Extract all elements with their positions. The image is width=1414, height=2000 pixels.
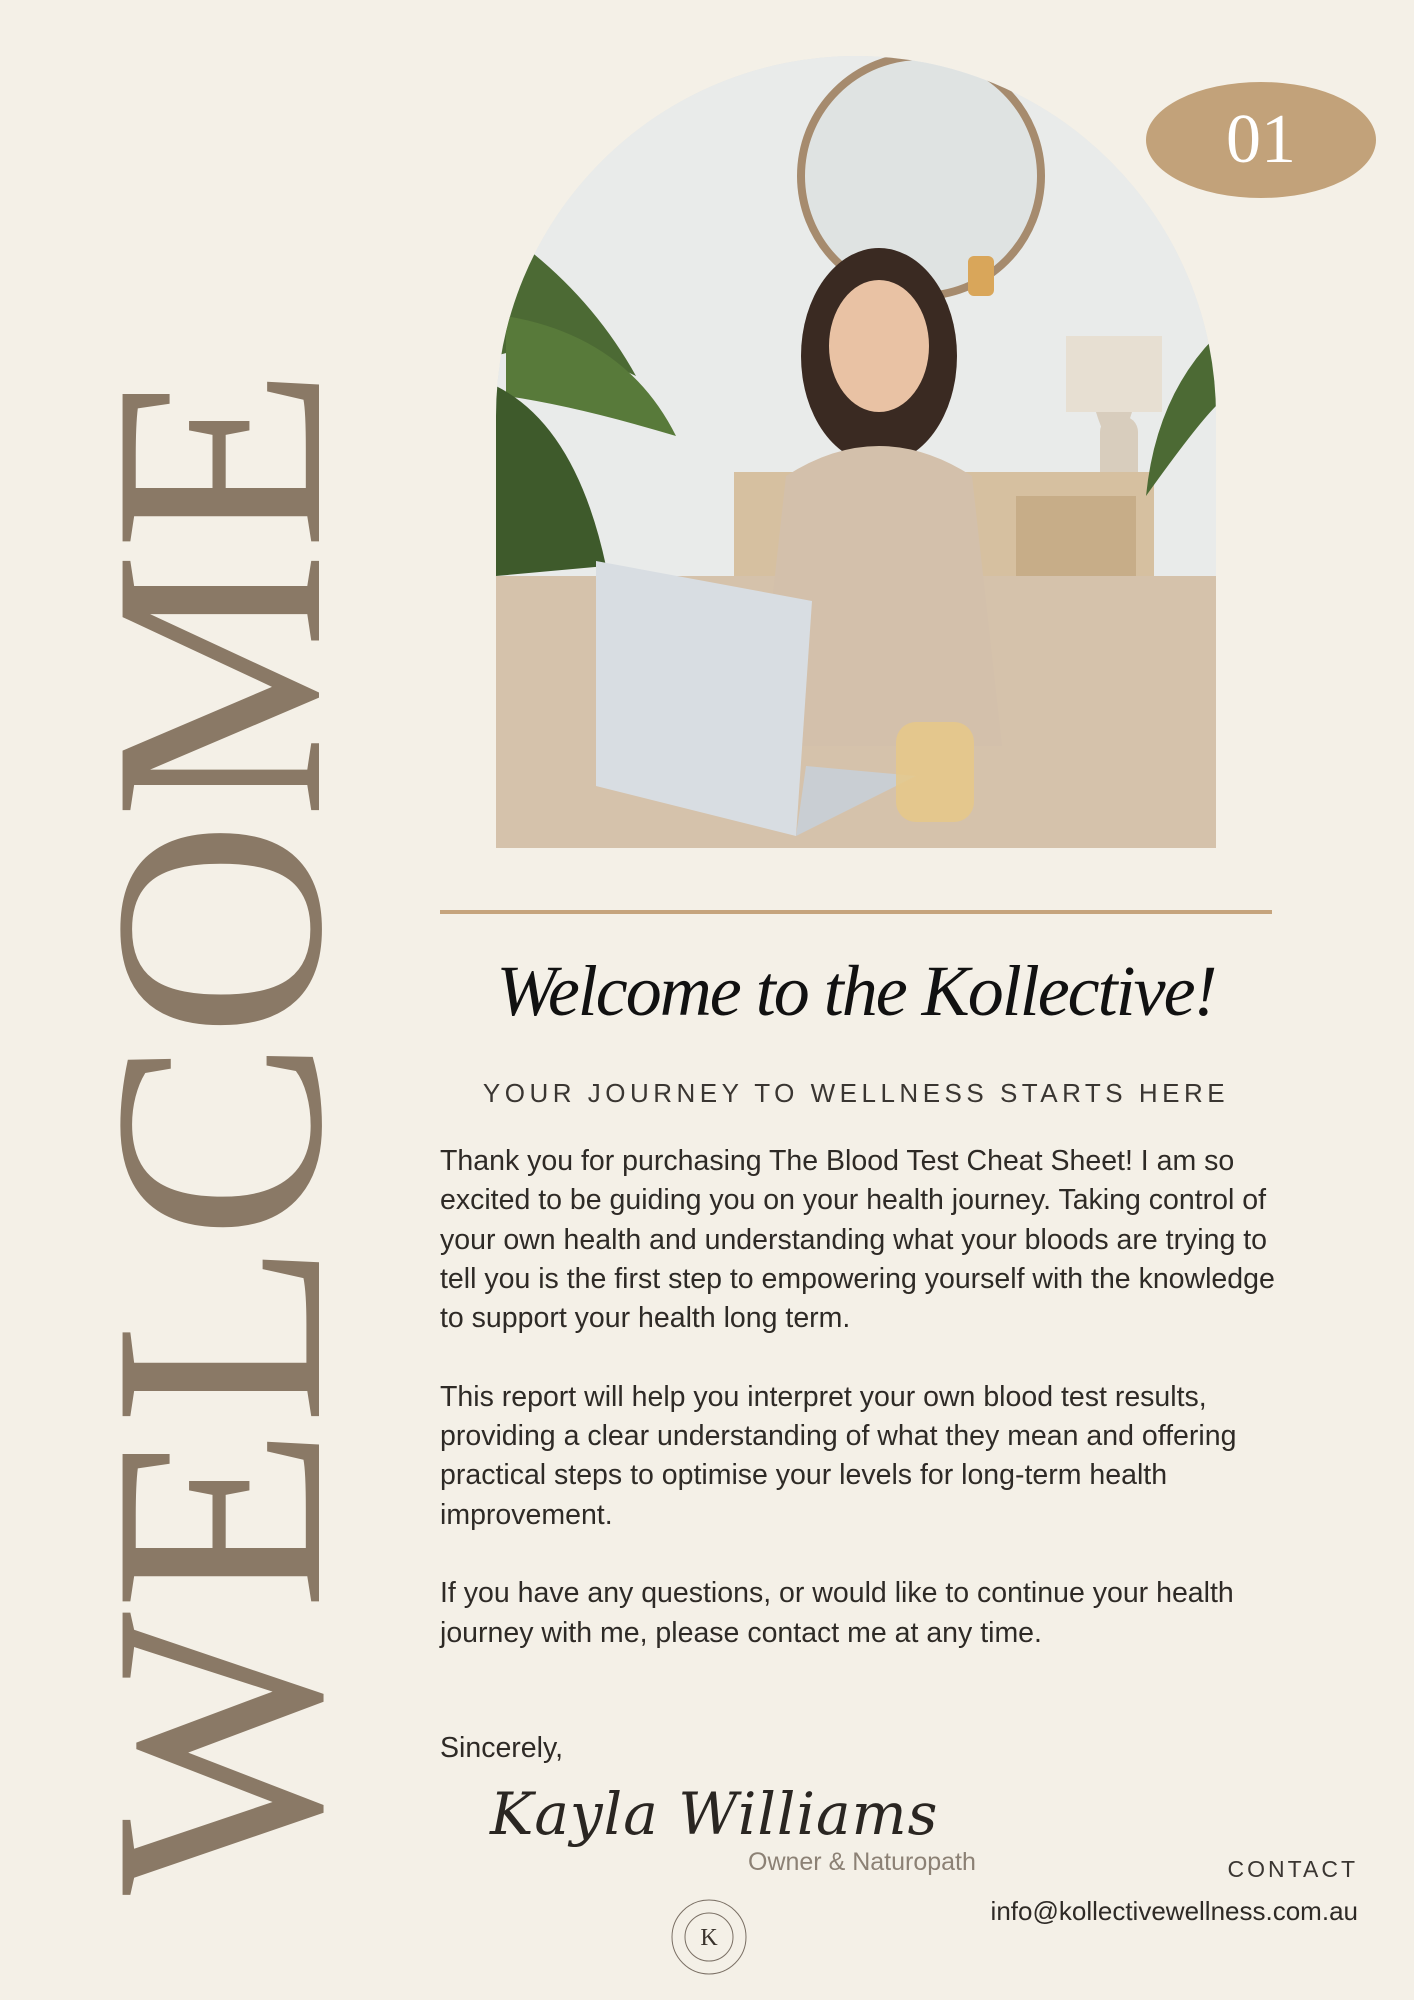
body-paragraph: This report will help you interpret your own blood test results, providing a clear understanding of what they mean and offering practical steps to optimise your levels for long-term health improvement. xyxy=(440,1380,1237,1531)
brand-logo-icon xyxy=(670,1898,748,1976)
contact-label: CONTACT xyxy=(1227,1856,1358,1882)
page-number: 01 xyxy=(1226,101,1296,178)
divider-line xyxy=(440,910,1272,914)
body-paragraph: If you have any questions, or would like to continue your health journey with me, please contact me at any time. xyxy=(440,1577,1234,1649)
signoff: Sincerely, xyxy=(440,1732,564,1764)
portrait-photo xyxy=(496,56,1216,848)
signature: Kayla Williams xyxy=(490,1780,939,1848)
contact-email-link[interactable]: info@kollectivewellness.com.au xyxy=(990,1896,1358,1926)
svg-text:K: K xyxy=(700,1925,718,1951)
body-paragraph: Thank you for purchasing The Blood Test Cheat Sheet! I am so excited to be guiding you on your health journey. Taking control of your own health and understanding what your bloods are trying to tell you is the first step to empowering yourself with the knowledge to support your health long term. xyxy=(440,1145,1275,1335)
body-text xyxy=(440,1142,1290,1692)
subheading: YOUR JOURNEY TO WELLNESS STARTS HERE xyxy=(482,1078,1230,1108)
headline: Welcome to the Kollective! xyxy=(496,951,1216,1031)
author-role: Owner & Naturopath xyxy=(748,1848,976,1876)
page-number-badge xyxy=(1146,82,1376,198)
welcome-vertical-title: WELCOME xyxy=(52,364,384,1896)
